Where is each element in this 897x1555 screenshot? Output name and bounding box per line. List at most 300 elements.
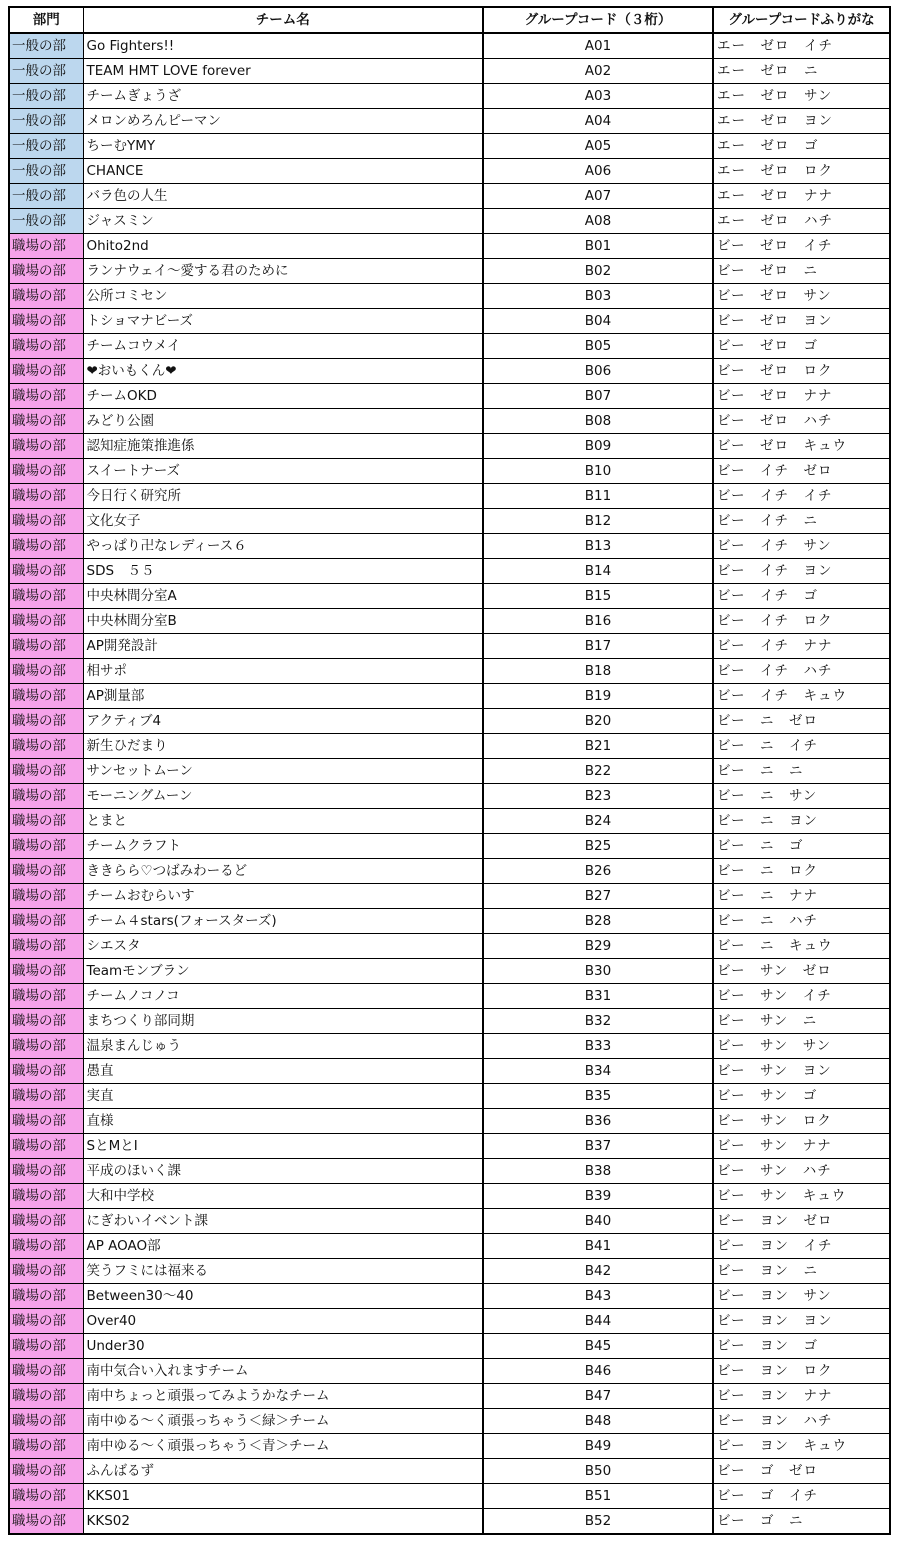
table-row xyxy=(9,959,890,984)
furigana-cell: ビー ゴ イチ xyxy=(713,1484,890,1509)
table-row xyxy=(9,859,890,884)
header-row xyxy=(9,7,890,33)
group-code-cell: B06 xyxy=(483,359,713,384)
furigana-cell: ビー ニ ナナ xyxy=(713,884,890,909)
group-code-cell: B15 xyxy=(483,584,713,609)
furigana-cell: ビー ゼロ キュウ xyxy=(713,434,890,459)
table-row xyxy=(9,459,890,484)
group-code-cell: A03 xyxy=(483,84,713,109)
team-name-cell: 平成のほいく課 xyxy=(83,1159,483,1184)
team-name-cell: 文化女子 xyxy=(83,509,483,534)
team-name-cell: バラ色の人生 xyxy=(83,184,483,209)
dept-cell: 職場の部 xyxy=(9,709,83,734)
group-code-cell: B46 xyxy=(483,1359,713,1384)
team-name-cell: Between30～40 xyxy=(83,1284,483,1309)
team-name-cell: 実直 xyxy=(83,1084,483,1109)
table-row xyxy=(9,1509,890,1535)
table-row xyxy=(9,1159,890,1184)
dept-cell: 職場の部 xyxy=(9,1184,83,1209)
team-name-cell: トショマナビーズ xyxy=(83,309,483,334)
team-name-cell: スイートナーズ xyxy=(83,459,483,484)
dept-cell: 一般の部 xyxy=(9,184,83,209)
table-row xyxy=(9,284,890,309)
furigana-cell: ビー ニ ロク xyxy=(713,859,890,884)
dept-cell: 職場の部 xyxy=(9,934,83,959)
team-name-cell: KKS02 xyxy=(83,1509,483,1535)
group-code-cell: B37 xyxy=(483,1134,713,1159)
team-name-cell: 温泉まんじゅう xyxy=(83,1034,483,1059)
furigana-cell: ビー サン ナナ xyxy=(713,1134,890,1159)
table-row xyxy=(9,334,890,359)
furigana-cell: ビー イチ ゼロ xyxy=(713,459,890,484)
dept-cell: 職場の部 xyxy=(9,559,83,584)
group-code-cell: B30 xyxy=(483,959,713,984)
dept-cell: 職場の部 xyxy=(9,259,83,284)
furigana-cell: ビー ゴ ニ xyxy=(713,1509,890,1535)
furigana-cell: エー ゼロ イチ xyxy=(713,33,890,59)
team-name-cell: Ohito2nd xyxy=(83,234,483,259)
table-row xyxy=(9,909,890,934)
dept-cell: 職場の部 xyxy=(9,1384,83,1409)
dept-cell: 職場の部 xyxy=(9,684,83,709)
dept-cell: 職場の部 xyxy=(9,384,83,409)
team-name-cell: 中央林間分室A xyxy=(83,584,483,609)
furigana-cell: ビー ヨン ロク xyxy=(713,1359,890,1384)
furigana-cell: ビー イチ サン xyxy=(713,534,890,559)
dept-cell: 職場の部 xyxy=(9,309,83,334)
dept-cell: 職場の部 xyxy=(9,409,83,434)
header-team-name: チーム名 xyxy=(83,7,483,33)
dept-cell: 職場の部 xyxy=(9,984,83,1009)
furigana-cell: ビー ゼロ ゴ xyxy=(713,334,890,359)
team-name-cell: AP開発設計 xyxy=(83,634,483,659)
team-name-cell: 南中ゆる～く頑張っちゃう＜緑＞チーム xyxy=(83,1409,483,1434)
dept-cell: 職場の部 xyxy=(9,1359,83,1384)
team-name-cell: 新生ひだまり xyxy=(83,734,483,759)
table-row xyxy=(9,484,890,509)
table-row xyxy=(9,259,890,284)
team-name-cell: みどり公園 xyxy=(83,409,483,434)
dept-cell: 一般の部 xyxy=(9,84,83,109)
table-row xyxy=(9,434,890,459)
group-code-cell: B02 xyxy=(483,259,713,284)
team-name-cell: SDS ５５ xyxy=(83,559,483,584)
group-code-cell: B48 xyxy=(483,1409,713,1434)
team-name-cell: チームノコノコ xyxy=(83,984,483,1009)
dept-cell: 職場の部 xyxy=(9,1409,83,1434)
dept-cell: 職場の部 xyxy=(9,1234,83,1259)
team-name-cell: 認知症施策推進係 xyxy=(83,434,483,459)
group-code-cell: B31 xyxy=(483,984,713,1009)
dept-cell: 職場の部 xyxy=(9,1009,83,1034)
furigana-cell: ビー ヨン サン xyxy=(713,1284,890,1309)
team-name-cell: 南中ちょっと頑張ってみようかなチーム xyxy=(83,1384,483,1409)
furigana-cell: ビー ニ ハチ xyxy=(713,909,890,934)
team-name-cell: Go Fighters!! xyxy=(83,33,483,59)
table-row xyxy=(9,634,890,659)
table-row xyxy=(9,1359,890,1384)
furigana-cell: ビー ゼロ ニ xyxy=(713,259,890,284)
team-name-cell: ふんばるず xyxy=(83,1459,483,1484)
team-name-cell: メロンめろんピーマン xyxy=(83,109,483,134)
team-name-cell: チームおむらいす xyxy=(83,884,483,909)
furigana-cell: ビー ヨン ニ xyxy=(713,1259,890,1284)
group-code-cell: B40 xyxy=(483,1209,713,1234)
table-row xyxy=(9,559,890,584)
team-name-cell: ランナウェイ～愛する君のために xyxy=(83,259,483,284)
table-row xyxy=(9,1034,890,1059)
furigana-cell: ビー ヨン ハチ xyxy=(713,1409,890,1434)
furigana-cell: エー ゼロ ヨン xyxy=(713,109,890,134)
table-row xyxy=(9,309,890,334)
group-code-cell: B26 xyxy=(483,859,713,884)
furigana-cell: エー ゼロ ハチ xyxy=(713,209,890,234)
team-name-cell: KKS01 xyxy=(83,1484,483,1509)
table-row xyxy=(9,209,890,234)
furigana-cell: ビー サン ハチ xyxy=(713,1159,890,1184)
table-row xyxy=(9,1059,890,1084)
table-row xyxy=(9,1284,890,1309)
furigana-cell: ビー イチ ハチ xyxy=(713,659,890,684)
team-name-cell: 中央林間分室B xyxy=(83,609,483,634)
group-code-cell: B08 xyxy=(483,409,713,434)
dept-cell: 職場の部 xyxy=(9,1434,83,1459)
group-code-cell: B36 xyxy=(483,1109,713,1134)
dept-cell: 職場の部 xyxy=(9,1109,83,1134)
table-row xyxy=(9,809,890,834)
dept-cell: 職場の部 xyxy=(9,459,83,484)
group-code-cell: A04 xyxy=(483,109,713,134)
table-row xyxy=(9,834,890,859)
table-row xyxy=(9,1484,890,1509)
furigana-cell: ビー サン ゼロ xyxy=(713,959,890,984)
dept-cell: 職場の部 xyxy=(9,1259,83,1284)
team-name-cell: 笑うフミには福来る xyxy=(83,1259,483,1284)
group-code-cell: B45 xyxy=(483,1334,713,1359)
header-dept: 部門 xyxy=(9,7,83,33)
dept-cell: 職場の部 xyxy=(9,284,83,309)
group-code-cell: B52 xyxy=(483,1509,713,1535)
group-code-cell: B09 xyxy=(483,434,713,459)
team-name-cell: 南中ゆる～く頑張っちゃう＜青＞チーム xyxy=(83,1434,483,1459)
team-name-cell: 南中気合い入れますチーム xyxy=(83,1359,483,1384)
table-row xyxy=(9,1084,890,1109)
furigana-cell: ビー ゼロ ヨン xyxy=(713,309,890,334)
group-code-cell: A08 xyxy=(483,209,713,234)
team-name-cell: AP AOAO部 xyxy=(83,1234,483,1259)
dept-cell: 職場の部 xyxy=(9,1284,83,1309)
table-row xyxy=(9,1309,890,1334)
table-row xyxy=(9,184,890,209)
furigana-cell: ビー イチ ゴ xyxy=(713,584,890,609)
furigana-cell: エー ゼロ サン xyxy=(713,84,890,109)
table-row xyxy=(9,1234,890,1259)
group-code-cell: B03 xyxy=(483,284,713,309)
group-code-cell: B22 xyxy=(483,759,713,784)
dept-cell: 職場の部 xyxy=(9,1084,83,1109)
dept-cell: 職場の部 xyxy=(9,509,83,534)
dept-cell: 職場の部 xyxy=(9,884,83,909)
table-row xyxy=(9,1334,890,1359)
table-row xyxy=(9,1459,890,1484)
team-name-cell: モーニングムーン xyxy=(83,784,483,809)
team-name-cell: とまと xyxy=(83,809,483,834)
dept-cell: 職場の部 xyxy=(9,1509,83,1535)
table-row xyxy=(9,734,890,759)
team-name-cell: Under30 xyxy=(83,1334,483,1359)
furigana-cell: ビー ニ ゼロ xyxy=(713,709,890,734)
dept-cell: 職場の部 xyxy=(9,734,83,759)
dept-cell: 職場の部 xyxy=(9,809,83,834)
furigana-cell: エー ゼロ ナナ xyxy=(713,184,890,209)
furigana-cell: エー ゼロ ニ xyxy=(713,59,890,84)
dept-cell: 一般の部 xyxy=(9,159,83,184)
team-name-cell: 公所コミセン xyxy=(83,284,483,309)
dept-cell: 職場の部 xyxy=(9,909,83,934)
table-body xyxy=(9,33,890,1534)
furigana-cell: ビー ヨン キュウ xyxy=(713,1434,890,1459)
furigana-cell: ビー ニ ニ xyxy=(713,759,890,784)
furigana-cell: ビー イチ イチ xyxy=(713,484,890,509)
group-code-cell: B17 xyxy=(483,634,713,659)
header-group-code-furigana: グループコードふりがな xyxy=(713,7,890,33)
furigana-cell: ビー サン サン xyxy=(713,1034,890,1059)
table-row xyxy=(9,759,890,784)
table-row xyxy=(9,134,890,159)
furigana-cell: ビー ゼロ ナナ xyxy=(713,384,890,409)
team-name-cell: 直様 xyxy=(83,1109,483,1134)
furigana-cell: ビー サン ロク xyxy=(713,1109,890,1134)
table-row xyxy=(9,159,890,184)
dept-cell: 職場の部 xyxy=(9,1334,83,1359)
group-code-cell: B04 xyxy=(483,309,713,334)
group-code-cell: B51 xyxy=(483,1484,713,1509)
team-name-cell: まちつくり部同期 xyxy=(83,1009,483,1034)
furigana-cell: ビー ゼロ イチ xyxy=(713,234,890,259)
furigana-cell: ビー ニ キュウ xyxy=(713,934,890,959)
furigana-cell: ビー ヨン ゴ xyxy=(713,1334,890,1359)
team-name-cell: ちーむYMY xyxy=(83,134,483,159)
dept-cell: 一般の部 xyxy=(9,33,83,59)
furigana-cell: ビー イチ ロク xyxy=(713,609,890,634)
furigana-cell: ビー ゼロ ロク xyxy=(713,359,890,384)
table-row xyxy=(9,509,890,534)
team-name-cell: チームクラフト xyxy=(83,834,483,859)
furigana-cell: ビー イチ ヨン xyxy=(713,559,890,584)
group-code-cell: B41 xyxy=(483,1234,713,1259)
team-name-cell: AP測量部 xyxy=(83,684,483,709)
group-code-cell: B43 xyxy=(483,1284,713,1309)
group-code-cell: B12 xyxy=(483,509,713,534)
furigana-cell: ビー ヨン ゼロ xyxy=(713,1209,890,1234)
furigana-cell: エー ゼロ ゴ xyxy=(713,134,890,159)
group-code-cell: B39 xyxy=(483,1184,713,1209)
team-code-table xyxy=(8,6,891,1535)
dept-cell: 職場の部 xyxy=(9,959,83,984)
dept-cell: 職場の部 xyxy=(9,1059,83,1084)
furigana-cell: ビー ヨン イチ xyxy=(713,1234,890,1259)
team-name-cell: CHANCE xyxy=(83,159,483,184)
group-code-cell: B47 xyxy=(483,1384,713,1409)
dept-cell: 一般の部 xyxy=(9,134,83,159)
table-row xyxy=(9,1109,890,1134)
group-code-cell: B50 xyxy=(483,1459,713,1484)
group-code-cell: B14 xyxy=(483,559,713,584)
team-name-cell: チームぎょうざ xyxy=(83,84,483,109)
team-name-cell: サンセットムーン xyxy=(83,759,483,784)
group-code-cell: B35 xyxy=(483,1084,713,1109)
dept-cell: 職場の部 xyxy=(9,634,83,659)
table-row xyxy=(9,934,890,959)
table-row xyxy=(9,984,890,1009)
team-name-cell: Teamモンブラン xyxy=(83,959,483,984)
group-code-cell: B28 xyxy=(483,909,713,934)
table-row xyxy=(9,884,890,909)
dept-cell: 職場の部 xyxy=(9,484,83,509)
group-code-cell: A06 xyxy=(483,159,713,184)
group-code-cell: B10 xyxy=(483,459,713,484)
team-name-cell: チームコウメイ xyxy=(83,334,483,359)
table-row xyxy=(9,684,890,709)
group-code-cell: B44 xyxy=(483,1309,713,1334)
dept-cell: 一般の部 xyxy=(9,109,83,134)
group-code-cell: B21 xyxy=(483,734,713,759)
furigana-cell: ビー ゼロ ハチ xyxy=(713,409,890,434)
furigana-cell: ビー ニ サン xyxy=(713,784,890,809)
dept-cell: 職場の部 xyxy=(9,359,83,384)
table-row xyxy=(9,659,890,684)
dept-cell: 職場の部 xyxy=(9,234,83,259)
table-row xyxy=(9,359,890,384)
group-code-cell: B27 xyxy=(483,884,713,909)
furigana-cell: ビー イチ ニ xyxy=(713,509,890,534)
group-code-cell: B38 xyxy=(483,1159,713,1184)
dept-cell: 職場の部 xyxy=(9,1309,83,1334)
furigana-cell: ビー ゴ ゼロ xyxy=(713,1459,890,1484)
team-name-cell: チームOKD xyxy=(83,384,483,409)
dept-cell: 職場の部 xyxy=(9,334,83,359)
table-row xyxy=(9,1009,890,1034)
team-name-cell: にぎわいイベント課 xyxy=(83,1209,483,1234)
dept-cell: 職場の部 xyxy=(9,859,83,884)
table-row xyxy=(9,1434,890,1459)
dept-cell: 職場の部 xyxy=(9,759,83,784)
furigana-cell: ビー ニ ヨン xyxy=(713,809,890,834)
team-name-cell: 愚直 xyxy=(83,1059,483,1084)
group-code-cell: B29 xyxy=(483,934,713,959)
dept-cell: 一般の部 xyxy=(9,59,83,84)
dept-cell: 職場の部 xyxy=(9,1034,83,1059)
table-row xyxy=(9,534,890,559)
group-code-cell: A07 xyxy=(483,184,713,209)
team-name-cell: TEAM HMT LOVE forever xyxy=(83,59,483,84)
team-name-cell: SとMとI xyxy=(83,1134,483,1159)
furigana-cell: ビー ヨン ナナ xyxy=(713,1384,890,1409)
dept-cell: 職場の部 xyxy=(9,1134,83,1159)
group-code-cell: B07 xyxy=(483,384,713,409)
furigana-cell: ビー ニ イチ xyxy=(713,734,890,759)
group-code-cell: B24 xyxy=(483,809,713,834)
table-row xyxy=(9,1384,890,1409)
team-name-cell: 今日行く研究所 xyxy=(83,484,483,509)
group-code-cell: B13 xyxy=(483,534,713,559)
group-code-cell: A05 xyxy=(483,134,713,159)
dept-cell: 職場の部 xyxy=(9,584,83,609)
table-row xyxy=(9,84,890,109)
header-group-code: グループコード（３桁） xyxy=(483,7,713,33)
group-code-cell: B20 xyxy=(483,709,713,734)
table-row xyxy=(9,784,890,809)
team-name-cell: ❤おいもくん❤ xyxy=(83,359,483,384)
team-name-cell: シエスタ xyxy=(83,934,483,959)
team-name-cell: ジャスミン xyxy=(83,209,483,234)
table-row xyxy=(9,409,890,434)
furigana-cell: ビー サン ニ xyxy=(713,1009,890,1034)
furigana-cell: ビー サン ゴ xyxy=(713,1084,890,1109)
team-name-cell: ききらら♡つばみわーるど xyxy=(83,859,483,884)
group-code-cell: B49 xyxy=(483,1434,713,1459)
team-name-cell: 大和中学校 xyxy=(83,1184,483,1209)
table-row xyxy=(9,109,890,134)
group-code-cell: B18 xyxy=(483,659,713,684)
group-code-cell: B34 xyxy=(483,1059,713,1084)
table-row xyxy=(9,234,890,259)
dept-cell: 職場の部 xyxy=(9,784,83,809)
group-code-cell: B05 xyxy=(483,334,713,359)
team-table-container xyxy=(8,6,891,1535)
table-row xyxy=(9,1409,890,1434)
dept-cell: 職場の部 xyxy=(9,1484,83,1509)
dept-cell: 職場の部 xyxy=(9,1459,83,1484)
dept-cell: 一般の部 xyxy=(9,209,83,234)
team-name-cell: アクティブ4 xyxy=(83,709,483,734)
group-code-cell: B33 xyxy=(483,1034,713,1059)
group-code-cell: B16 xyxy=(483,609,713,634)
dept-cell: 職場の部 xyxy=(9,534,83,559)
furigana-cell: ビー イチ ナナ xyxy=(713,634,890,659)
group-code-cell: B25 xyxy=(483,834,713,859)
table-row xyxy=(9,609,890,634)
dept-cell: 職場の部 xyxy=(9,834,83,859)
furigana-cell: ビー ヨン ヨン xyxy=(713,1309,890,1334)
dept-cell: 職場の部 xyxy=(9,434,83,459)
table-row xyxy=(9,59,890,84)
group-code-cell: B42 xyxy=(483,1259,713,1284)
dept-cell: 職場の部 xyxy=(9,1159,83,1184)
team-name-cell: Over40 xyxy=(83,1309,483,1334)
table-row xyxy=(9,384,890,409)
furigana-cell: ビー ニ ゴ xyxy=(713,834,890,859)
team-name-cell: やっぱり卍なレディース６ xyxy=(83,534,483,559)
group-code-cell: B11 xyxy=(483,484,713,509)
table-row xyxy=(9,1134,890,1159)
group-code-cell: B23 xyxy=(483,784,713,809)
table-row xyxy=(9,584,890,609)
dept-cell: 職場の部 xyxy=(9,609,83,634)
table-row xyxy=(9,33,890,59)
table-row xyxy=(9,1209,890,1234)
furigana-cell: ビー サン ヨン xyxy=(713,1059,890,1084)
group-code-cell: A02 xyxy=(483,59,713,84)
dept-cell: 職場の部 xyxy=(9,659,83,684)
table-row xyxy=(9,1259,890,1284)
table-row xyxy=(9,1184,890,1209)
group-code-cell: B19 xyxy=(483,684,713,709)
group-code-cell: B01 xyxy=(483,234,713,259)
table-row xyxy=(9,709,890,734)
dept-cell: 職場の部 xyxy=(9,1209,83,1234)
team-name-cell: 相サポ xyxy=(83,659,483,684)
